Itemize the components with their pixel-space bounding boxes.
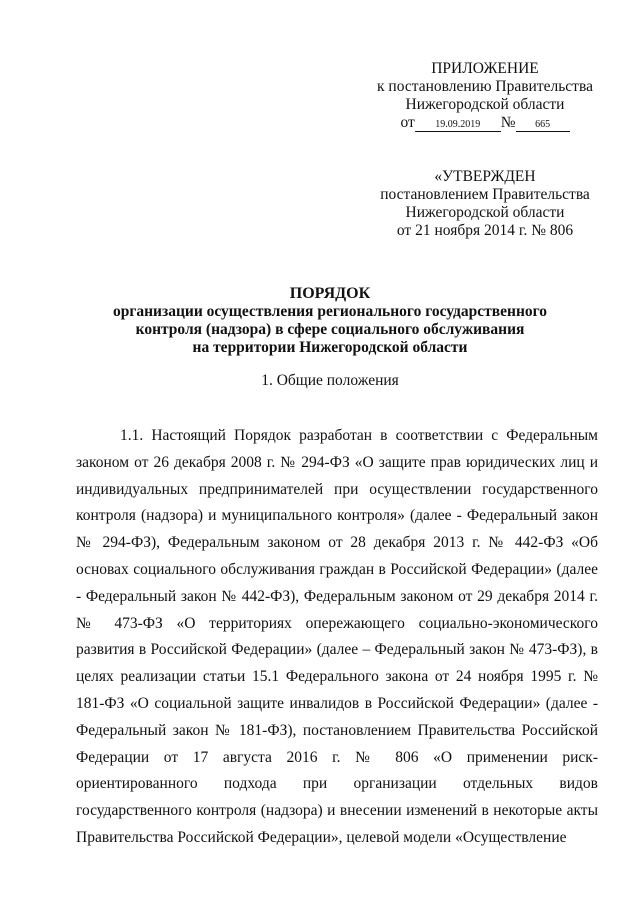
appendix-title: ПРИЛОЖЕНИЕ (431, 60, 539, 77)
document-title-line-2: организации осуществления регионального государственного (112, 303, 548, 320)
appendix-line-2: к постановлению Правительства (377, 78, 593, 95)
appendix-date-line (372, 114, 598, 132)
resolution-number: 665 (516, 119, 570, 132)
approved-line-1: «УТВЕРЖДЕН (434, 168, 536, 185)
document-title-line-4: на территории Нижегородской области (192, 339, 468, 356)
resolution-date: 19.09.2019 (415, 119, 501, 132)
from-label: от (400, 114, 415, 131)
approved-line-2: постановлением Правительства (380, 186, 590, 203)
document-title-line-3: контроля (надзора) в сфере социального обслуживания (135, 321, 525, 338)
approved-line-4: от 21 ноября 2014 г. № 806 (396, 222, 574, 239)
approved-block (372, 168, 598, 240)
section-heading: 1. Общие положения (261, 372, 399, 389)
paragraph-1-1: 1.1. Настоящий Порядок разработан в соответствии с Федеральным законом от 26 декабря 2008 г. № 294-ФЗ «О защите прав юридических лиц и индивидуальных предпринимателей при осуществлении государственного контроля (надзора) и муниципального контроля» (далее - Федеральный закон № 294-ФЗ), Федеральным законом от 28 декабря 2013 г. № 442-ФЗ «Об основах социального обслуживания граждан в Российской Федерации» (далее - Федеральный закон № 442-ФЗ), Федеральным законом от 29 декабря 2014 г. № 473-ФЗ «О территориях опережающего социально-экономического развития в Российской Федерации» (далее – Федеральный закон № 473-ФЗ), в целях реализации статьи 15.1 Федерального закона от 24 ноября 1995 г. № 181-ФЗ «О социальной защите инвалидов в Российской Федерации» (далее - Федеральный закон № 181-ФЗ), постановлением Правительства Российской Федерации от 17 августа 2016 г. № 806 «О применении риск-ориентированного подхода при организации отдельных видов государственного контроля (надзора) и внесении изменений в некоторые акты Правительства Российской Федерации», целевой модели «Осуществление (76, 427, 598, 846)
document-title-main: ПОРЯДОК (289, 285, 371, 302)
document-title (60, 285, 600, 357)
number-label: № (500, 114, 516, 131)
approved-line-3: Нижегородской области (405, 204, 565, 221)
appendix-block (372, 60, 598, 132)
appendix-line-3: Нижегородской области (405, 96, 565, 113)
